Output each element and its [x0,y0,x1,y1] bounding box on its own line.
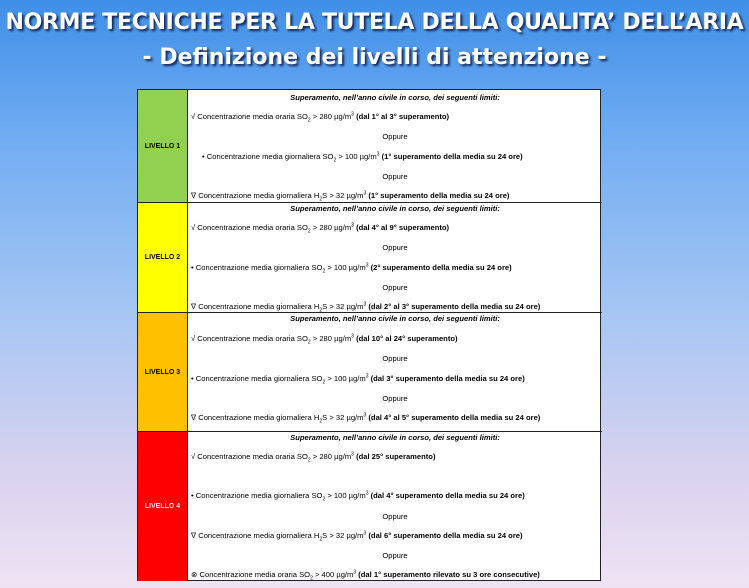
attention-levels-table [137,89,601,581]
level-3-label: LIVELLO 3 [138,313,188,431]
oppure-text: Oppure [382,551,408,560]
level-3-row [138,312,602,431]
main-title: NORME TECNICHE PER LA TUTELA DELLA QUALITA’ DELL’ARIA [5,10,744,35]
limit-item: ∇ Concentrazione media giornaliera $H_2S > 32$ $\mu g/m^3$ (dal 6° superamento della media su 24 ore) [191,530,523,543]
limit-item: ∇ Concentrazione media giornaliera $H_2S > 32$ $\mu g/m^3$ (1° superamento della media su 24 ore) [191,190,510,203]
level-4-label: LIVELLO 4 [138,432,188,581]
level-2-label: LIVELLO 2 [138,203,188,312]
oppure-text: Oppure [382,243,408,252]
level-header: Superamento, nell’anno civile in corso, dei seguenti limiti: [290,93,500,102]
oppure-text: Oppure [382,283,408,292]
limit-item: ⊗ Concentrazione media oraria $SO_2 > 400$ $\mu g/m^3$ (dal 1° superamento rilevato su 3 ore consecutive) [191,569,540,582]
subtitle: - Definizione dei livelli di attenzione - [142,45,607,70]
oppure-text: Oppure [382,512,408,521]
level-2-row [138,202,602,312]
limit-item: √ Concentrazione media oraria $SO_2 > 280$ $\mu g/m^3$ (dal 1° al 3° superamento) [191,111,450,124]
oppure-text: Oppure [382,172,408,181]
limit-item: ∇ Concentrazione media giornaliera $H_2S > 32$ $\mu g/m^3$ (dal 2° al 3° superamento della media su 24 ore) [191,301,541,314]
limit-item: √ Concentrazione media oraria $SO_2 > 280$ $\mu g/m^3$ (dal 4° al 9° superamento) [191,222,450,235]
limit-item: √ Concentrazione media oraria $SO_2 > 280$ $\mu g/m^3$ (dal 25° superamento) [191,451,436,464]
limit-item: • Concentrazione media giornaliera $SO_2 > 100$ $\mu g/m^3$ (dal 3° superamento della media su 24 ore) [191,373,525,386]
oppure-text: Oppure [382,132,408,141]
limit-item: • Concentrazione media giornaliera $SO_2 > 100$ $\mu g/m^3$ (2° superamento della media su 24 ore) [191,262,512,275]
level-1-row [138,90,602,202]
level-header: Superamento, nell’anno civile in corso, dei seguenti limiti: [290,433,500,442]
level-header: Superamento, nell’anno civile in corso, dei seguenti limiti: [290,314,500,323]
level-header: Superamento, nell’anno civile in corso, dei seguenti limiti: [290,204,500,213]
level-4-row [138,431,602,581]
oppure-text: Oppure [382,354,408,363]
limit-item: • Concentrazione media giornaliera $SO_2 > 100$ $\mu g/m^3$ (dal 4° superamento della media su 24 ore) [191,490,525,503]
limit-item: ∇ Concentrazione media giornaliera $H_2S > 32$ $\mu g/m^3$ (dal 4° al 5° superamento della media su 24 ore) [191,412,541,425]
limit-item: √ Concentrazione media oraria $SO_2 > 280$ $\mu g/m^3$ (dal 10° al 24° superamento) [191,333,458,346]
oppure-text: Oppure [382,394,408,403]
limit-item: • Concentrazione media giornaliera $SO_2 > 100$ $\mu g/m^3$ (1° superamento della media su 24 ore) [202,151,523,164]
level-1-label: LIVELLO 1 [138,90,188,202]
